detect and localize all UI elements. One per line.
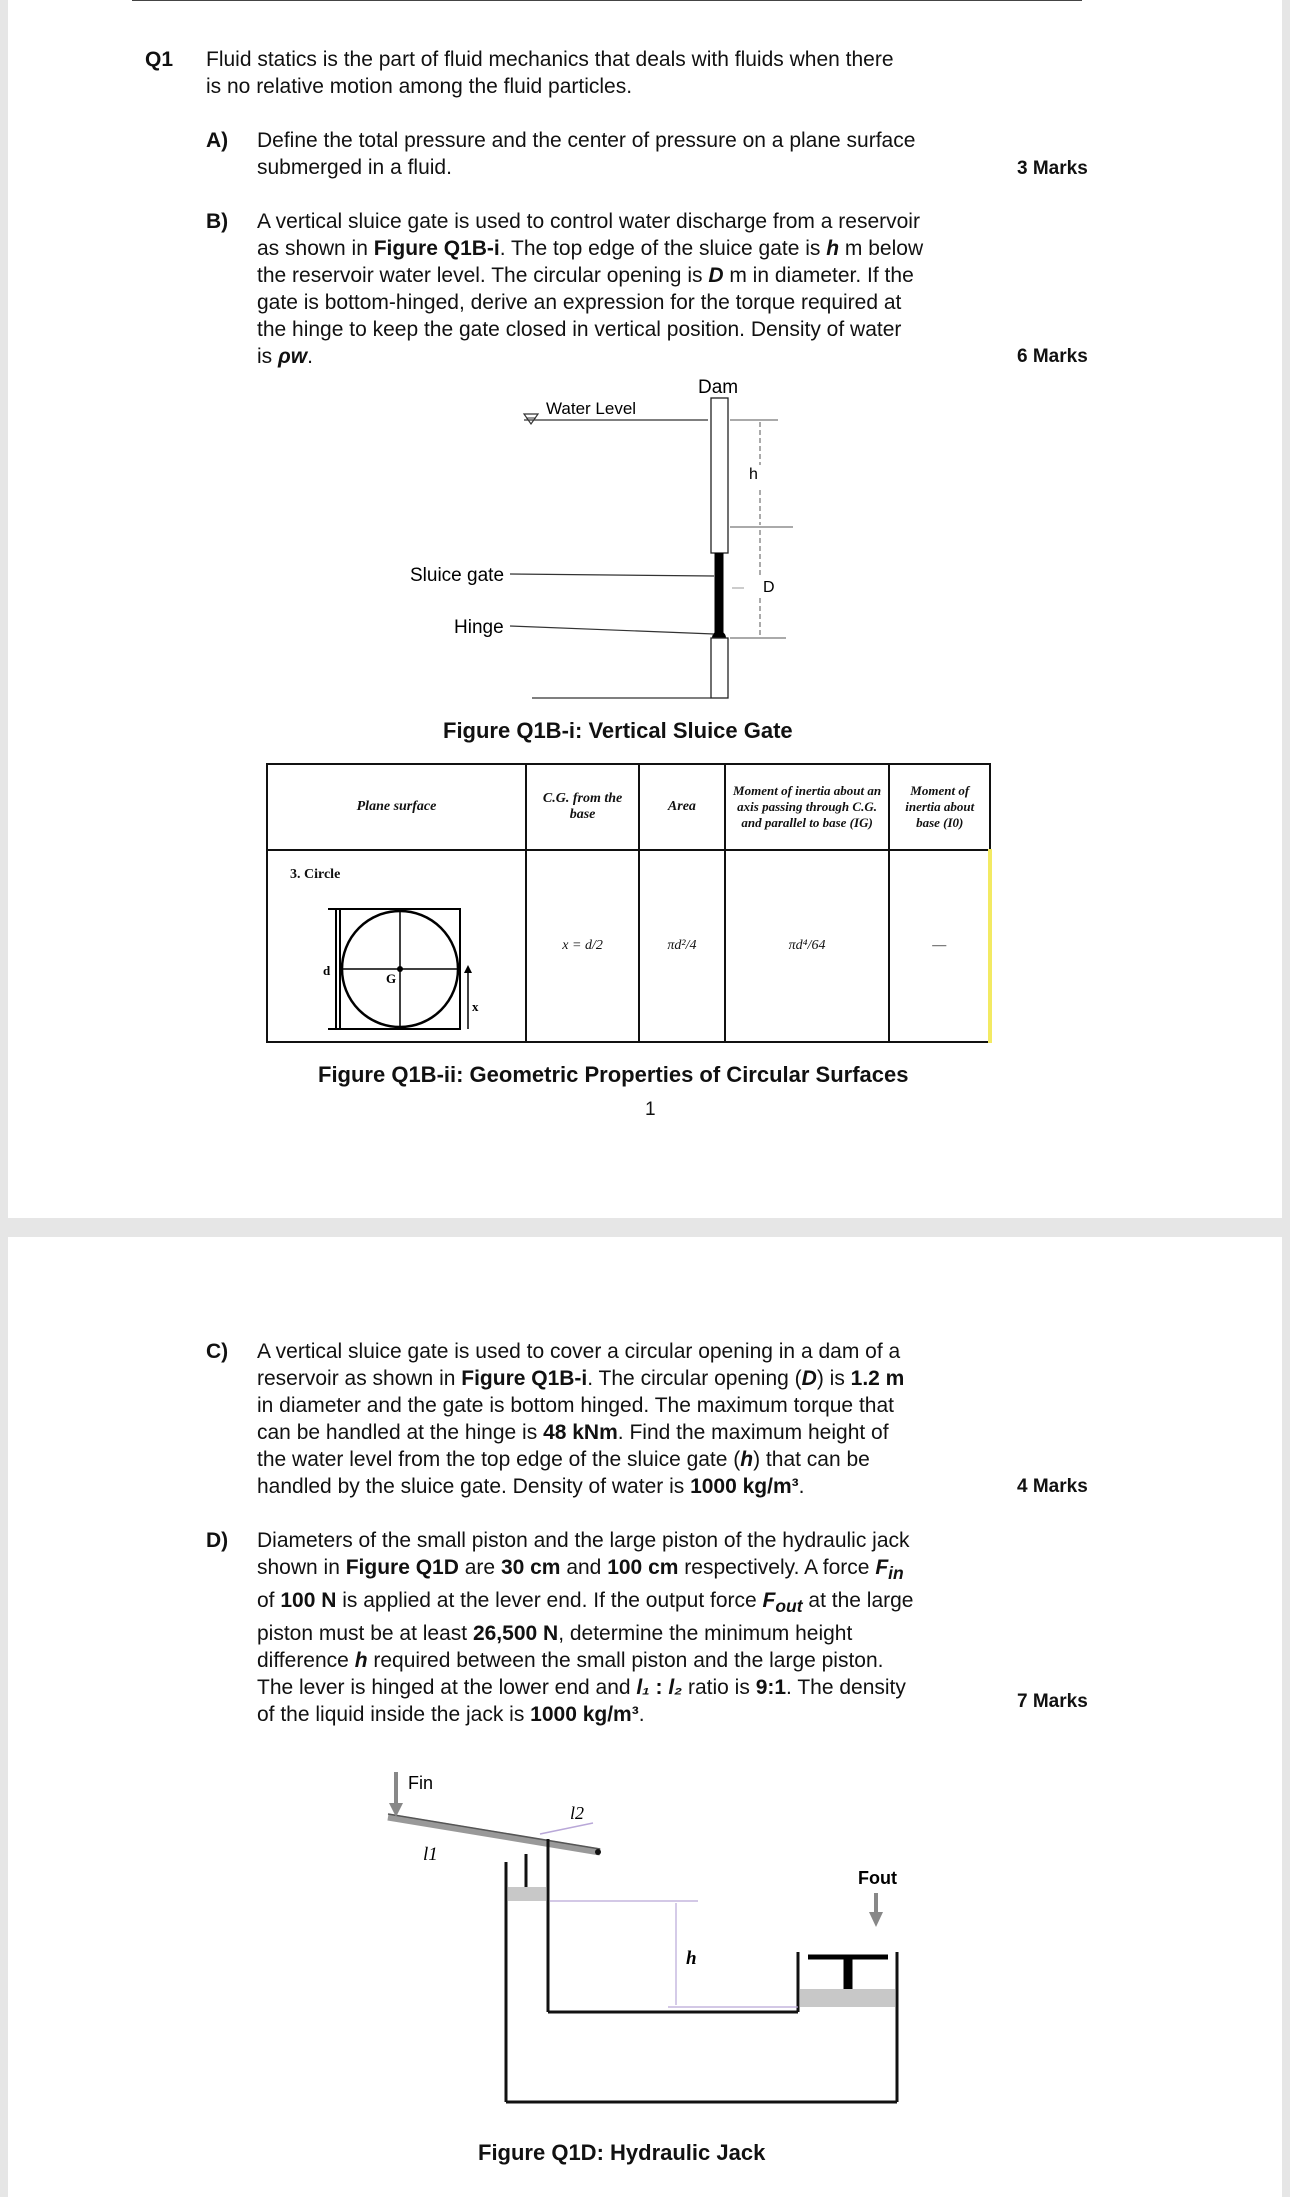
fout-label: Fout xyxy=(858,1868,897,1888)
water-level-label: Water Level xyxy=(546,399,637,418)
part-c-marks: 4 Marks xyxy=(1017,1476,1088,1497)
large-piston xyxy=(800,1989,895,2007)
l2-label: l2 xyxy=(570,1803,585,1823)
part-b-marks: 6 Marks xyxy=(1017,346,1088,367)
header-moment-0: Moment of inertia about base (I0) xyxy=(889,764,990,850)
question-intro: Fluid statics is the part of fluid mechanics that deals with fluids when there is no relative motion among the fluid particles. xyxy=(206,48,894,98)
part-d-label: D) xyxy=(206,1529,229,1552)
l1-label: l1 xyxy=(423,1844,438,1865)
cell-moment-g: πd⁴/64 xyxy=(725,850,890,1042)
small-piston xyxy=(508,1887,546,1901)
top-rule xyxy=(132,0,1082,1)
part-d-text: Diameters of the small piston and the large piston of the hydraulic jack shown in Figure Q1D are 30 cm and 100 cm respectively. A force $F_{in}$ of 100 N is applied at the lever end. If the output force $F_{out}$ at the large piston must be at least 26,500 N, determine the minimum height difference h required between the small piston and the large piston. The lever is hinged at the lower end and l₁ : l₂ ratio is 9:1. The density of the liquid inside the jack is 1000 kg/m³. xyxy=(257,1529,914,1727)
header-cg: C.G. from the base xyxy=(526,764,639,850)
part-b-text: A vertical sluice gate is used to control water discharge from a reservoir as shown in Figure Q1B-i. The top edge of the sluice gate is h m below the reservoir water level. The circular opening is D m in diameter. If the gate is bottom-hinged, derive an expression for the torque required at the hinge to keep the gate closed in vertical position. Density of water is ρw. xyxy=(257,210,924,368)
circle-x-label: x xyxy=(472,999,479,1014)
sluice-gate-label: Sluice gate xyxy=(410,565,505,586)
sluice-gate-diagram xyxy=(8,370,1282,710)
dam-label: Dam xyxy=(698,377,739,398)
part-c-label: C) xyxy=(206,1340,229,1363)
fin-label: Fin xyxy=(408,1773,434,1793)
header-area: Area xyxy=(639,764,724,850)
page-1 xyxy=(8,0,1282,1218)
circle-d-label: d xyxy=(323,963,331,978)
circle-cell xyxy=(267,850,526,1042)
part-a-text: Define the total pressure and the center of pressure on a plane surface submerged in a fluid. xyxy=(257,129,916,179)
circle-figure xyxy=(278,901,498,1041)
h-dimension-label: h xyxy=(686,1948,697,1969)
part-a-marks: 3 Marks xyxy=(1017,158,1088,179)
dam-upper xyxy=(711,398,728,553)
cell-cg: x = d/2 xyxy=(526,850,639,1042)
dam-lower xyxy=(711,638,728,698)
question-number: Q1 xyxy=(145,48,174,71)
cell-moment-0: — xyxy=(889,850,990,1042)
lever xyxy=(388,1817,600,1852)
part-a-label: A) xyxy=(206,129,229,152)
figure-q1b-ii-caption: Figure Q1B-ii: Geometric Properties of Circular Surfaces xyxy=(318,1062,909,1087)
page-number: 1 xyxy=(645,1099,656,1120)
figure-q1d-caption: Figure Q1D: Hydraulic Jack xyxy=(478,2140,766,2165)
hydraulic-jack-diagram xyxy=(8,1767,1282,2167)
dimension-h-label: h xyxy=(749,466,758,483)
cell-area: πd²/4 xyxy=(639,850,724,1042)
figure-q1b-i-caption: Figure Q1B-i: Vertical Sluice Gate xyxy=(443,718,793,743)
header-moment-g: Moment of inertia about an axis passing through C.G. and parallel to base (IG) xyxy=(725,764,890,850)
hinge-label: Hinge xyxy=(454,617,504,638)
water-level-symbol xyxy=(524,414,538,424)
part-d-marks: 7 Marks xyxy=(1017,1691,1088,1712)
part-c-text: A vertical sluice gate is used to cover a circular opening in a dam of a reservoir as shown in Figure Q1B-i. The circular opening (D) is 1.2 m in diameter and the gate is bottom hinged. The maximum torque that can be handled at the hinge is 48 kNm. Find the maximum height of the water level from the top edge of the sluice gate (h) that can be handled by the sluice gate. Density of water is 1000 kg/m³. xyxy=(257,1340,905,1498)
part-b-label: B) xyxy=(206,210,229,233)
circle-g-label: G xyxy=(386,971,397,986)
geometric-properties-table xyxy=(266,763,992,1043)
row-label-circle: 3. Circle xyxy=(290,867,341,882)
page-2 xyxy=(8,1237,1282,2197)
header-plane-surface: Plane surface xyxy=(267,764,526,850)
dimension-d-label: D xyxy=(763,579,775,596)
